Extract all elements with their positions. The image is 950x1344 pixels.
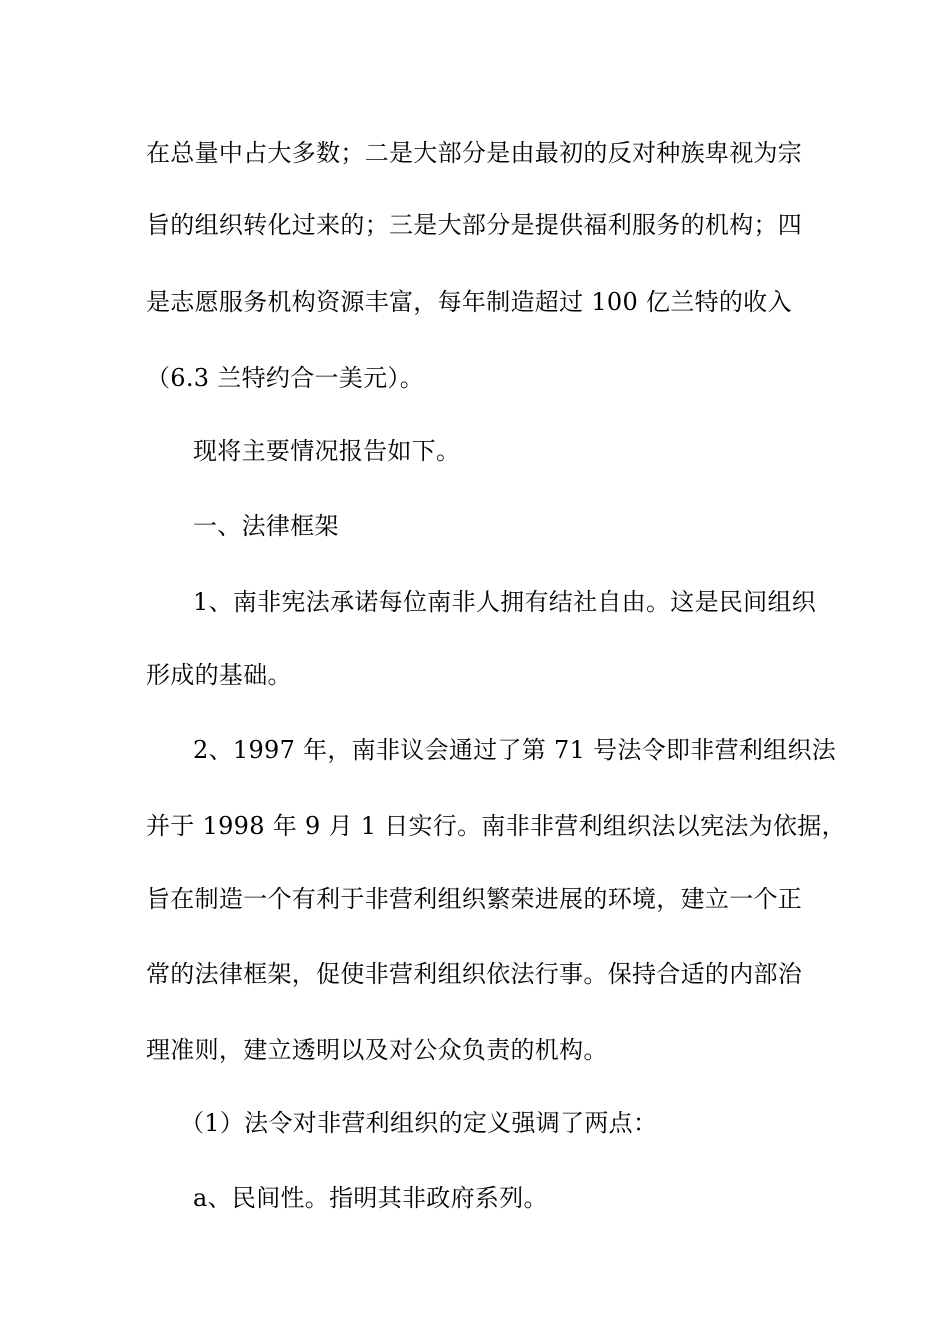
text-line-3: 是志愿服务机构资源丰富，每年制造超过 100 亿兰特的收入	[146, 288, 792, 316]
subsection-heading-1: （1）法令对非营利组织的定义强调了两点：	[180, 1109, 658, 1137]
text-line-9: 2、1997 年，南非议会通过了第 71 号法令即非营利组织法	[193, 736, 837, 764]
text-line-8: 形成的基础。	[146, 661, 292, 689]
text-line-4: （6.3 兰特约合一美元）。	[146, 364, 424, 392]
text-line-1: 在总量中占大多数；二是大部分是由最初的反对种族卑视为宗	[146, 139, 803, 167]
text-line-7: 1、南非宪法承诺每位南非人拥有结社自由。这是民间组织	[193, 588, 817, 616]
list-item-a: a、民间性。指明其非政府系列。	[193, 1184, 548, 1212]
text-line-10: 并于 1998 年 9 月 1 日实行。南非非营利组织法以宪法为依据，	[146, 812, 846, 840]
section-heading-legal-framework: 一、法律框架	[193, 512, 339, 540]
paragraph-intro: 现将主要情况报告如下。	[193, 437, 461, 465]
text-line-12: 常的法律框架，促使非营利组织依法行事。保持合适的内部治	[146, 960, 803, 988]
text-line-13: 理准则，建立透明以及对公众负责的机构。	[146, 1036, 608, 1064]
text-line-11: 旨在制造一个有利于非营利组织繁荣进展的环境，建立一个正	[146, 885, 803, 913]
text-line-2: 旨的组织转化过来的；三是大部分是提供福利服务的机构；四	[146, 211, 803, 239]
